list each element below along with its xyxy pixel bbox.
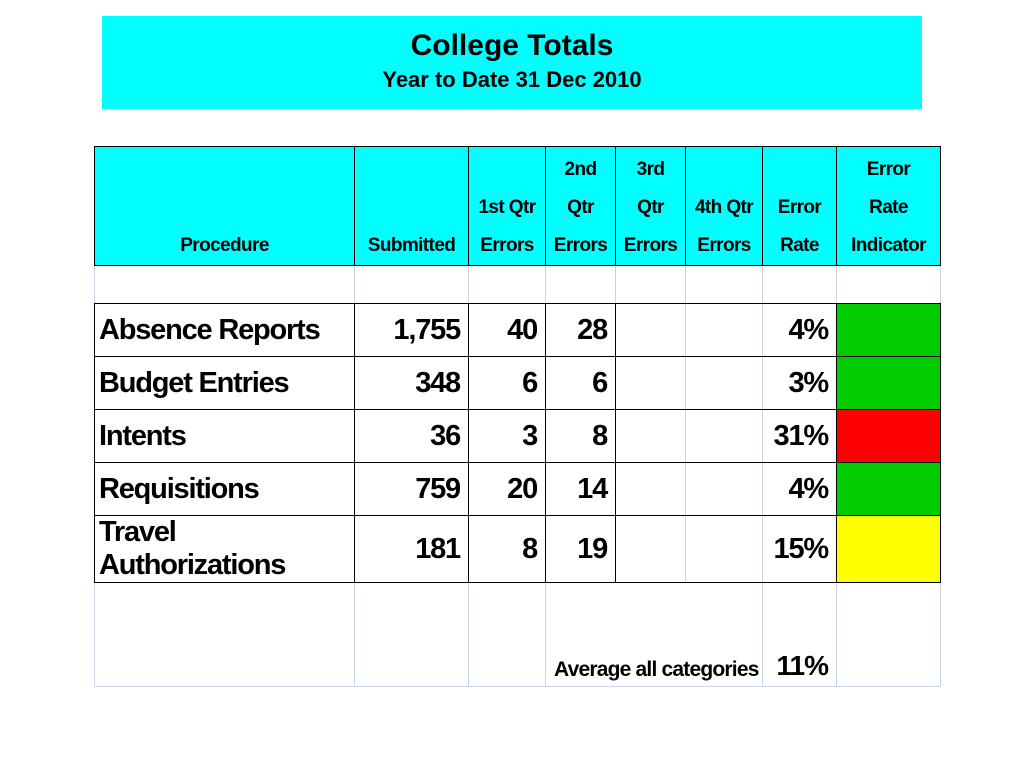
header-submitted-label: Submitted — [367, 235, 456, 256]
error-rate-cell: 15% — [763, 516, 837, 583]
q3-errors-cell — [616, 463, 686, 516]
procedure-cell: Requisitions — [95, 463, 355, 516]
q4-errors-cell — [686, 516, 763, 583]
spacer-cell — [616, 266, 686, 304]
spacer-cell — [686, 266, 763, 304]
header-q3-errors — [616, 147, 686, 266]
q3-errors-cell — [616, 304, 686, 357]
spacer-cell — [763, 266, 837, 304]
table-row — [95, 463, 941, 516]
header-q2-line1: 2nd — [564, 159, 597, 180]
submitted-cell: 1,755 — [355, 304, 469, 357]
header-indicator-line1: Error — [866, 159, 911, 180]
table-row — [95, 516, 941, 583]
q1-errors-cell: 3 — [469, 410, 546, 463]
q3-errors-cell — [616, 357, 686, 410]
header-q3-line3: Errors — [623, 235, 678, 256]
procedure-cell: Budget Entries — [95, 357, 355, 410]
title-banner — [102, 16, 922, 109]
header-q3-line1: 3rd — [636, 159, 665, 180]
header-q4-line1: 4th Qtr — [694, 197, 754, 218]
q4-errors-cell — [686, 410, 763, 463]
submitted-cell: 759 — [355, 463, 469, 516]
table-row — [95, 357, 941, 410]
q1-errors-cell: 8 — [469, 516, 546, 583]
page-subtitle: Year to Date 31 Dec 2010 — [382, 67, 642, 92]
procedure-cell: Travel Authorizations — [95, 516, 355, 583]
spacer-cell — [355, 266, 469, 304]
q4-errors-cell — [686, 357, 763, 410]
submitted-cell: 348 — [355, 357, 469, 410]
submitted-cell: 181 — [355, 516, 469, 583]
header-q2-errors — [546, 147, 616, 266]
header-q4-errors — [686, 147, 763, 266]
table-row — [95, 410, 941, 463]
header-q4-line2: Errors — [697, 235, 751, 256]
average-row — [95, 583, 941, 687]
error-rate-indicator — [837, 357, 941, 410]
error-rate-indicator — [837, 410, 941, 463]
header-q1-errors — [469, 147, 546, 266]
header-procedure-label: Procedure — [180, 235, 269, 256]
header-error-rate-indicator — [837, 147, 941, 266]
error-rate-cell: 31% — [763, 410, 837, 463]
error-rate-indicator — [837, 463, 941, 516]
q1-errors-cell: 40 — [469, 304, 546, 357]
error-rate-indicator — [837, 304, 941, 357]
header-indicator-line2: Rate — [869, 197, 908, 218]
q2-errors-cell: 6 — [546, 357, 616, 410]
submitted-cell: 36 — [355, 410, 469, 463]
college-totals-table — [94, 146, 941, 687]
procedure-cell: Intents — [95, 410, 355, 463]
error-rate-indicator — [837, 516, 941, 583]
spacer-cell — [546, 266, 616, 304]
q2-errors-cell: 19 — [546, 516, 616, 583]
spacer-cell — [469, 266, 546, 304]
page-title: College Totals — [410, 29, 614, 62]
header-q2-line2: Qtr — [567, 197, 594, 218]
table-row — [95, 304, 941, 357]
header-rate-line1: Error — [777, 197, 822, 218]
q1-errors-cell: 20 — [469, 463, 546, 516]
header-error-rate — [763, 147, 837, 266]
header-row — [95, 147, 941, 266]
spacer-cell — [837, 266, 941, 304]
average-label: Average all categories — [546, 583, 763, 687]
procedure-cell: Absence Reports — [95, 304, 355, 357]
header-q3-line2: Qtr — [637, 197, 664, 218]
average-blank-cell — [837, 583, 941, 687]
q2-errors-cell: 28 — [546, 304, 616, 357]
q3-errors-cell — [616, 410, 686, 463]
error-rate-cell: 4% — [763, 463, 837, 516]
header-submitted — [355, 147, 469, 266]
header-indicator-line3: Indicator — [851, 235, 926, 256]
spacer-cell — [95, 266, 355, 304]
error-rate-cell: 4% — [763, 304, 837, 357]
header-q1-line2: Errors — [480, 235, 534, 256]
header-q2-line3: Errors — [553, 235, 608, 256]
average-blank-cell — [469, 583, 546, 687]
q1-errors-cell: 6 — [469, 357, 546, 410]
average-value: 11% — [763, 583, 837, 687]
q4-errors-cell — [686, 463, 763, 516]
header-procedure — [95, 147, 355, 266]
q4-errors-cell — [686, 304, 763, 357]
error-rate-cell: 3% — [763, 357, 837, 410]
q2-errors-cell: 14 — [546, 463, 616, 516]
q2-errors-cell: 8 — [546, 410, 616, 463]
spacer-row — [95, 266, 941, 304]
header-q1-line1: 1st Qtr — [478, 197, 536, 218]
average-blank-cell — [355, 583, 469, 687]
q3-errors-cell — [616, 516, 686, 583]
header-rate-line2: Rate — [780, 235, 819, 256]
average-blank-cell — [95, 583, 355, 687]
